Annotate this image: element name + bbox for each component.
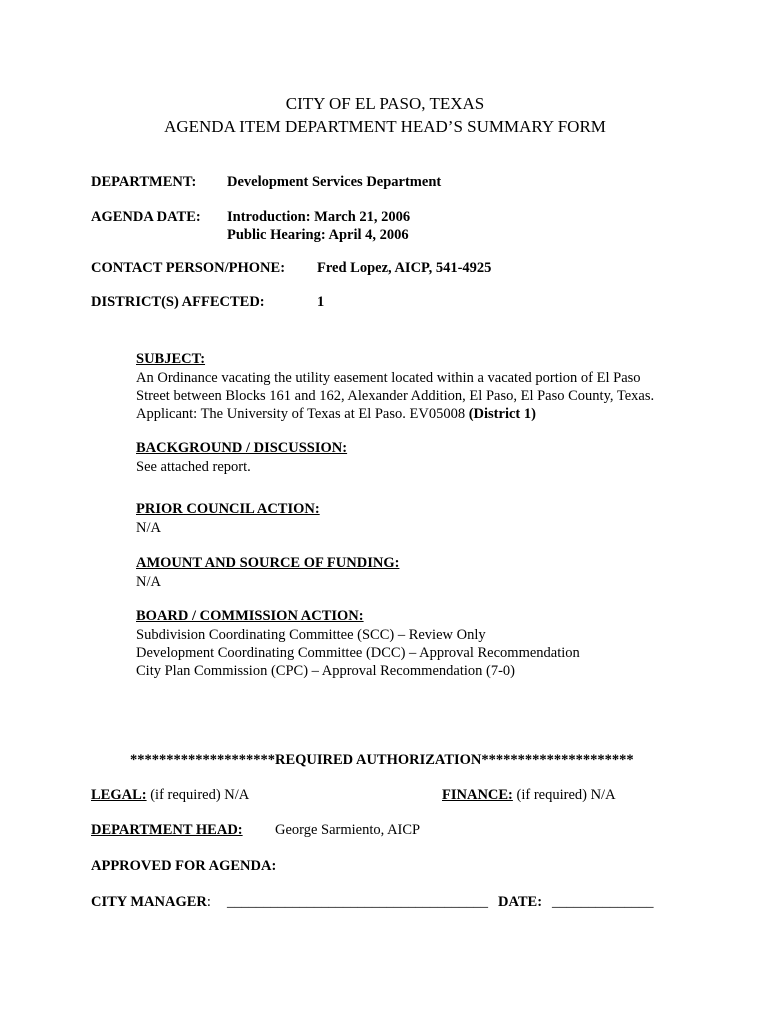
- subject-applicant-text: Applicant: The University of Texas at El Paso. EV05008: [136, 406, 469, 422]
- prior-council-action-heading: PRIOR COUNCIL ACTION:: [136, 501, 320, 517]
- department-head-label: DEPARTMENT HEAD:: [91, 822, 243, 838]
- board-commission-line-2: Development Coordinating Committee (DCC) – Approval Recommendation: [136, 645, 580, 661]
- legal-row: [91, 787, 249, 804]
- agenda-date-introduction: Introduction: March 21, 2006: [227, 209, 411, 225]
- legal-value: (if required) N/A: [146, 787, 250, 803]
- finance-row: [442, 787, 616, 804]
- city-manager-signature-line: ____________________________________: [227, 894, 488, 910]
- prior-council-action-text: N/A: [136, 520, 161, 536]
- board-commission-heading: BOARD / COMMISSION ACTION:: [136, 608, 364, 624]
- district-label: DISTRICT(S) AFFECTED:: [91, 294, 265, 310]
- subject-district-tag: (District 1): [468, 406, 536, 422]
- contact-label: CONTACT PERSON/PHONE:: [91, 260, 286, 276]
- city-manager-row: [91, 894, 211, 911]
- subject-heading: SUBJECT:: [136, 351, 206, 367]
- form-title: AGENDA ITEM DEPARTMENT HEAD’S SUMMARY FORM: [164, 117, 606, 136]
- agenda-date-label: AGENDA DATE:: [91, 209, 201, 225]
- legal-label: LEGAL:: [91, 787, 147, 803]
- background-text: See attached report.: [136, 459, 251, 475]
- background-heading: BACKGROUND / DISCUSSION:: [136, 440, 348, 456]
- board-commission-line-3: City Plan Commission (CPC) – Approval Recommendation (7-0): [136, 663, 515, 679]
- contact-value: Fred Lopez, AICP, 541-4925: [317, 260, 492, 276]
- date-line: ______________: [552, 894, 654, 910]
- date-label: DATE:: [498, 894, 543, 910]
- board-commission-line-1: Subdivision Coordinating Committee (SCC) – Review Only: [136, 627, 486, 643]
- approved-for-agenda-label: APPROVED FOR AGENDA:: [91, 858, 277, 874]
- city-manager-colon: :: [206, 894, 211, 910]
- subject-line-1: An Ordinance vacating the utility easement located within a vacated portion of El Paso: [136, 370, 641, 386]
- subject-line-2: Street between Blocks 161 and 162, Alexander Addition, El Paso, El Paso County, Texas.: [136, 388, 655, 404]
- subject-line-3: [136, 405, 536, 423]
- funding-heading: AMOUNT AND SOURCE OF FUNDING:: [136, 555, 400, 571]
- funding-text: N/A: [136, 574, 161, 590]
- city-manager-label: CITY MANAGER: [91, 894, 207, 910]
- agenda-date-public-hearing: Public Hearing: April 4, 2006: [227, 227, 409, 243]
- finance-value: (if required) N/A: [512, 787, 616, 803]
- department-value: Development Services Department: [227, 174, 442, 190]
- required-authorization-banner: ********************REQUIRED AUTHORIZATION*********************: [130, 752, 634, 768]
- district-value: 1: [317, 294, 325, 310]
- department-label: DEPARTMENT:: [91, 174, 197, 190]
- finance-label: FINANCE:: [442, 787, 513, 803]
- department-head-value: George Sarmiento, AICP: [275, 822, 421, 838]
- form-city-title: CITY OF EL PASO, TEXAS: [285, 94, 485, 113]
